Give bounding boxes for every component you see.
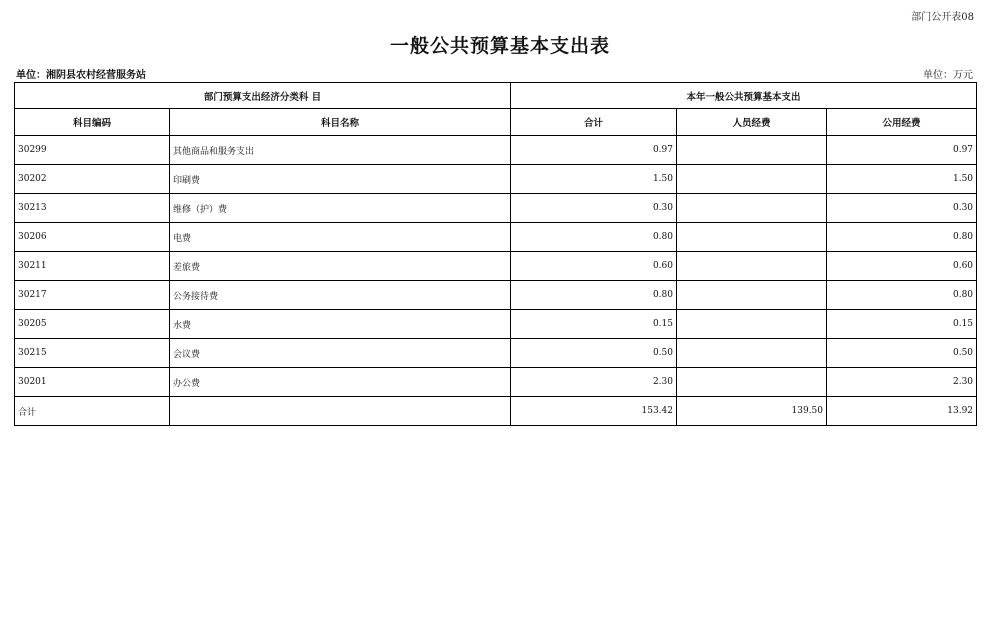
cell-code: 30213 — [15, 194, 170, 223]
page-title: 一般公共预算基本支出表 — [389, 35, 610, 57]
column-header-name: 科目名称 — [170, 109, 511, 136]
cell-code: 30217 — [15, 281, 170, 310]
cell-total: 0.15 — [511, 310, 677, 339]
cell-code: 30201 — [15, 368, 170, 397]
total-row — [15, 397, 977, 426]
cell-personnel — [677, 339, 827, 368]
cell-personnel — [677, 194, 827, 223]
cell-public: 0.80 — [827, 281, 977, 310]
cell-public: 13.92 — [827, 397, 977, 426]
table-row — [15, 136, 977, 165]
table-row — [15, 368, 977, 397]
cell-name: 会议费 — [170, 339, 511, 368]
cell-code: 30202 — [15, 165, 170, 194]
cell-code: 30205 — [15, 310, 170, 339]
table-row — [15, 252, 977, 281]
column-header-total: 合计 — [511, 109, 677, 136]
cell-name: 电费 — [170, 223, 511, 252]
cell-name: 办公费 — [170, 368, 511, 397]
cell-public: 0.80 — [827, 223, 977, 252]
cell-total: 0.80 — [511, 281, 677, 310]
cell-code: 30206 — [15, 223, 170, 252]
table-row — [15, 310, 977, 339]
cell-total: 0.30 — [511, 194, 677, 223]
cell-total: 0.97 — [511, 136, 677, 165]
table-row — [15, 165, 977, 194]
table-row — [15, 223, 977, 252]
header-basic-expenditure: 本年一般公共预算基本支出 — [511, 83, 977, 109]
table-row — [15, 281, 977, 310]
cell-name: 公务接待费 — [170, 281, 511, 310]
cell-name — [170, 397, 511, 426]
cell-public: 1.50 — [827, 165, 977, 194]
column-header-personnel: 人员经费 — [677, 109, 827, 136]
department-unit-label: 单位：湘阴县农村经营服务站 — [16, 70, 146, 81]
column-header-code: 科目编码 — [15, 109, 170, 136]
cell-total: 1.50 — [511, 165, 677, 194]
cell-total: 0.50 — [511, 339, 677, 368]
cell-name: 印刷费 — [170, 165, 511, 194]
cell-total: 0.80 — [511, 223, 677, 252]
cell-personnel — [677, 223, 827, 252]
header-economic-classification: 部门预算支出经济分类科 目 — [15, 83, 511, 109]
cell-total: 0.60 — [511, 252, 677, 281]
cell-public: 0.60 — [827, 252, 977, 281]
cell-name: 其他商品和服务支出 — [170, 136, 511, 165]
budget-expenditure-table — [14, 82, 977, 426]
cell-code: 30215 — [15, 339, 170, 368]
cell-personnel — [677, 136, 827, 165]
cell-personnel: 139.50 — [677, 397, 827, 426]
table-row — [15, 194, 977, 223]
cell-personnel — [677, 252, 827, 281]
cell-personnel — [677, 281, 827, 310]
form-number-label: 部门公开表08 — [911, 12, 974, 23]
cell-total: 153.42 — [511, 397, 677, 426]
cell-personnel — [677, 310, 827, 339]
cell-name: 水费 — [170, 310, 511, 339]
cell-code: 30299 — [15, 136, 170, 165]
cell-public: 0.15 — [827, 310, 977, 339]
cell-code: 30211 — [15, 252, 170, 281]
cell-personnel — [677, 165, 827, 194]
cell-name: 维修（护）费 — [170, 194, 511, 223]
cell-name: 差旅费 — [170, 252, 511, 281]
cell-public: 2.30 — [827, 368, 977, 397]
cell-total-label: 合计 — [15, 397, 170, 426]
table-row — [15, 339, 977, 368]
cell-public: 0.50 — [827, 339, 977, 368]
column-header-public: 公用经费 — [827, 109, 977, 136]
currency-unit-label: 单位：万元 — [923, 70, 973, 81]
cell-total: 2.30 — [511, 368, 677, 397]
cell-personnel — [677, 368, 827, 397]
cell-public: 0.30 — [827, 194, 977, 223]
cell-public: 0.97 — [827, 136, 977, 165]
